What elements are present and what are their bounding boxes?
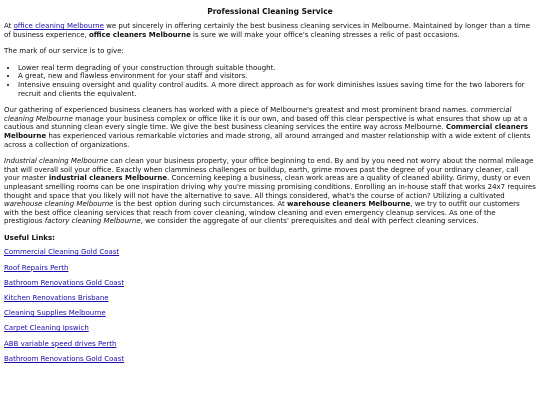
useful-links-heading: Useful Links: (4, 233, 55, 242)
useful-link-item (4, 340, 536, 349)
useful-link[interactable]: Carpet Cleaning Ipswich (4, 324, 89, 333)
intro-suffix: is sure we will make your office's cleaning stresses a relic of past occasions. (190, 30, 460, 39)
intro-paragraph (4, 22, 536, 39)
industrial-text-c: is the best option during such circumstances. At (113, 200, 287, 209)
industrial-bold-2: warehouse cleaners Melbourne (287, 200, 411, 209)
industrial-bold-1: industrial cleaners Melbourne (48, 174, 168, 183)
useful-link-item (4, 294, 536, 303)
useful-link-item (4, 279, 536, 288)
intro-prefix: At (4, 22, 14, 30)
useful-link-item (4, 248, 536, 257)
page-title: Professional Cleaning Service (207, 7, 333, 16)
industrial-italic-3: factory cleaning Melbourne (44, 217, 141, 226)
useful-link-item (4, 264, 536, 273)
service-bullets (4, 64, 536, 98)
useful-link-item (4, 324, 536, 333)
useful-link[interactable]: Commercial Cleaning Gold Coast (4, 248, 120, 257)
team-italic: commercial cleaning Melbourne (4, 106, 512, 123)
useful-link[interactable]: Cleaning Supplies Melbourne (4, 309, 106, 318)
useful-link[interactable]: Kitchen Renovations Brisbane (4, 294, 109, 303)
industrial-text-a: can clean your business property, your office beginning to end. By and by you need not worry about the normal mileage that will overall soil your office. Exactly when clamminess challenges or buildup, earth, grime moves past the degree of your ordinary cleaner, call your master (4, 157, 534, 183)
team-text-b: manage your business complex or office like it is our own, and based off this clear perspective is what ensures that show up at a cautious and stunning clean every single time. We give the best business cleaning services the entire way across Melbourne. (4, 114, 528, 132)
useful-links-list (4, 248, 536, 363)
office-cleaning-melbourne-link[interactable]: office cleaning Melbourne (13, 22, 104, 30)
industrial-text-e: , we consider the aggregate of our clients' prerequisites and deal with perfect cleaning services. (140, 217, 479, 226)
useful-link-item (4, 355, 536, 364)
industrial-text-b: . Concerning keeping a business, clean work areas are a quality of cleaned ability. Grimy, dusty or even unpleasant smelling rooms can be one inspiration driving why you're missing promising conditions. Enrolling an in-house staff that works 24x7 requires thought and space that you likely will not have the alternative to save. All things considered, what's the course of action? Utilizing a cultivated (4, 174, 536, 200)
bullet-item: • A great, new and flawless environment for your staff and visitors. (18, 72, 536, 81)
useful-link[interactable]: Roof Repairs Perth (4, 263, 69, 272)
useful-link[interactable]: ABB variable speed drives Perth (4, 339, 117, 348)
useful-link[interactable]: Bathroom Renovations Gold Coast (4, 354, 125, 363)
intro-middle: we put sincerely in offering certainly the best business cleaning services in Melbourne. Maintained by longer than a time of business experience, (4, 22, 531, 39)
industrial-italic-1: Industrial cleaning Melbourne (4, 157, 109, 166)
team-text-c: has experienced various remarkable victories and made strong, all around arranged and master relationship with a wide extent of clients across a collection of organizations. (4, 131, 531, 149)
team-bold: Commercial cleaners Melbourne (4, 123, 529, 140)
useful-link[interactable]: Bathroom Renovations Gold Coast (4, 278, 125, 287)
team-text-a: Our gathering of experienced business cleaners has worked with a piece of Melbourne's greatest and most prominent brand names. (4, 106, 471, 115)
bullet-item: • Lower real term degrading of your construction through suitable thought. (18, 64, 536, 73)
bullet-item: • Intensive ensuing oversight and quality control audits. A more direct approach as for work diminishes issues saving time for the two laborers for recruit and clients the equivalent. (18, 81, 536, 98)
industrial-paragraph (4, 157, 536, 226)
intro-bold: office cleaners Melbourne (88, 30, 191, 39)
industrial-italic-2: warehouse cleaning Melbourne (4, 200, 114, 209)
team-paragraph (4, 106, 536, 149)
mark-text: The mark of our service is to give: (4, 47, 124, 56)
industrial-text-d: , we try to outfit our customers with the best office cleaning services that reach from cover cleaning, window cleaning and even emergency cleanup services. As one of the prestigious (4, 200, 520, 226)
useful-link-item (4, 309, 536, 318)
